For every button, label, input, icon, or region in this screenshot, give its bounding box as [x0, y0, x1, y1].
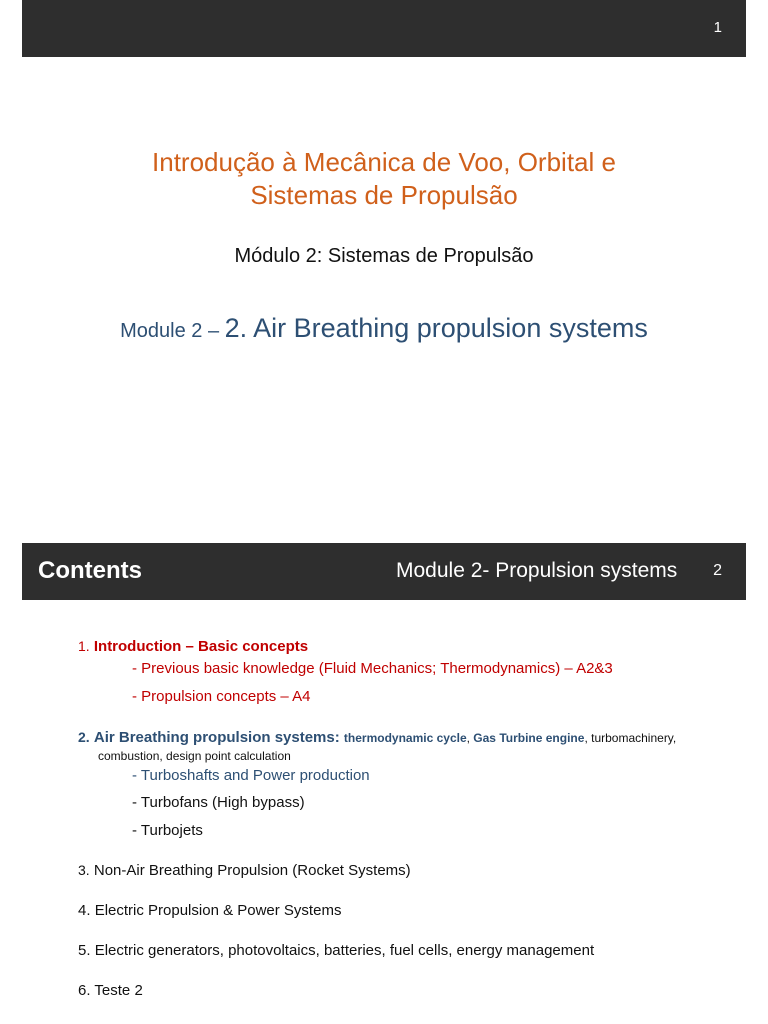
- list-item: 1. Introduction – Basic concepts: [78, 638, 309, 655]
- module-heading: [0, 313, 768, 344]
- list-subitem: - Turboshafts and Power production: [132, 767, 370, 784]
- list-item: 5. Electric generators, photovoltaics, batteries, fuel cells, energy management: [78, 942, 595, 959]
- header-module-label: Module 2- Propulsion systems: [396, 559, 678, 582]
- list-item-label: Electric Propulsion & Power Systems: [94, 902, 342, 919]
- module-title: 2. Air Breathing propulsion systems: [224, 313, 648, 343]
- list-item-label: Teste 2: [94, 982, 143, 999]
- list-item: 2. Air Breathing propulsion systems: thermodynamic cycle, Gas Turbine engine, turbomachinery,: [78, 729, 677, 746]
- page-number: 2: [713, 562, 722, 579]
- list-item-label: Non-Air Breathing Propulsion (Rocket Systems): [93, 862, 411, 879]
- list-subitem: - Turbofans (High bypass): [132, 794, 305, 811]
- list-item-detail: combustion, design point calculation: [98, 749, 291, 763]
- list-item: 4. Electric Propulsion & Power Systems: [78, 902, 342, 919]
- list-item: 6. Teste 2: [78, 982, 143, 999]
- module-subtitle: Módulo 2: Sistemas de Propulsão: [234, 245, 534, 267]
- list-item-label: Air Breathing propulsion systems:: [93, 729, 340, 746]
- list-item: 3. Non-Air Breathing Propulsion (Rocket Systems): [78, 862, 411, 879]
- list-item-label: Introduction – Basic concepts: [93, 638, 309, 655]
- slide-2: [0, 512, 768, 1024]
- list-item-label: Electric generators, photovoltaics, batteries, fuel cells, energy management: [94, 942, 595, 959]
- contents-title: Contents: [38, 557, 142, 584]
- page-number: 1: [713, 19, 722, 36]
- list-subitem: - Previous basic knowledge (Fluid Mechanics; Thermodynamics) – A2&3: [132, 660, 613, 677]
- module-prefix: Module 2 –: [120, 320, 225, 342]
- slide-header-bar: [22, 543, 746, 600]
- course-title: [0, 146, 768, 212]
- course-title-line-1: Introdução à Mecânica de Voo, Orbital e: [152, 147, 616, 177]
- slide-header-bar: [22, 0, 746, 57]
- list-subitem: - Turbojets: [132, 822, 203, 839]
- course-title-line-2: Sistemas de Propulsão: [250, 180, 518, 210]
- list-subitem: - Propulsion concepts – A4: [132, 688, 311, 705]
